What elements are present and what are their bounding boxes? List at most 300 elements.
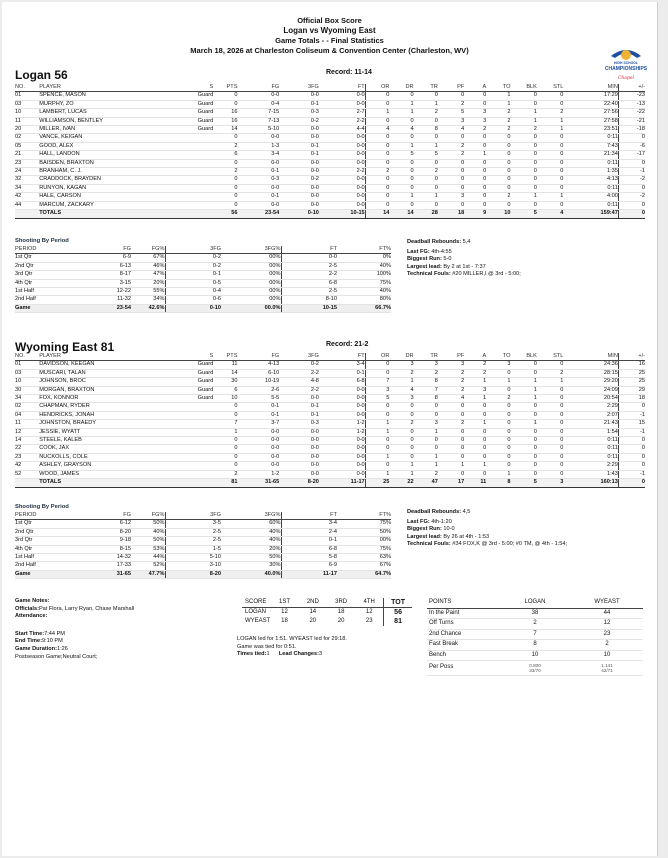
note-value-tech: #20 MILLER,I @ 3rd - 5:00; (452, 271, 521, 278)
player-row (15, 403, 645, 411)
player-row (15, 437, 645, 445)
totals-cell-tr: 28 (414, 210, 438, 218)
sp-cell-ftp: 66.7% (337, 304, 391, 312)
column-header-or: OR (365, 84, 389, 92)
stat-cell-a: 0 (464, 411, 486, 419)
stat-cell-s (169, 428, 213, 436)
column-header-s: S (169, 353, 213, 361)
points-cell (571, 661, 643, 676)
stat-cell-fg3: 0-0 (279, 445, 319, 453)
sp-row (15, 537, 391, 545)
stat-cell-ft: 3-4 (319, 361, 365, 369)
stat-cell-fg3: 0-1 (279, 411, 319, 419)
stat-cell-min: 0:11 (563, 437, 618, 445)
stat-cell-ft: 0-0 (319, 395, 365, 403)
sp-cell-fgp: 44% (131, 554, 165, 562)
stat-cell-dr: 0 (389, 445, 413, 453)
stat-cell-fg3: 0-0 (279, 201, 319, 209)
score-total: 56 (384, 608, 412, 618)
points-label: 2nd Chance (427, 629, 499, 640)
stat-cell-tr: 0 (414, 445, 438, 453)
stat-cell-pf: 0 (438, 92, 464, 100)
stat-cell-tr: 0 (414, 117, 438, 125)
score-cell: 14 (309, 609, 317, 615)
stat-cell-ft: 0-0 (319, 159, 365, 167)
sp-cell-fgp: 50% (131, 537, 165, 545)
stat-cell-fg3: 0-0 (279, 134, 319, 142)
stat-cell-no: 10 (15, 109, 39, 117)
stat-cell-fg: 0-0 (237, 201, 279, 209)
stat-cell-s: Guard (169, 92, 213, 100)
report-subtitle: Game Totals - - Final Statistics (275, 36, 384, 45)
stat-cell-pts: 11 (213, 361, 237, 369)
totals-cell-blk: 5 (510, 479, 536, 487)
sp-cell-ftp: 50% (337, 528, 391, 536)
player-row (15, 168, 645, 176)
player-row (15, 428, 645, 436)
score-cell: WYEAST (245, 618, 271, 624)
stat-cell-pf: 3 (438, 361, 464, 369)
stat-cell-ft: 0-0 (319, 151, 365, 159)
stat-cell-tr: 1 (414, 193, 438, 201)
sp-row (15, 304, 391, 312)
stat-cell-pf: 0 (438, 184, 464, 192)
stat-cell-a: 1 (464, 395, 486, 403)
stat-cell-fg3: 0-2 (279, 176, 319, 184)
team-notes-logan (407, 239, 521, 279)
stat-cell-player: NUCKOLLS, COLE (39, 453, 169, 461)
stat-cell-no: 34 (15, 395, 39, 403)
stat-cell-pf: 0 (438, 159, 464, 167)
sp-row (15, 520, 391, 528)
sp-cell-period: 1st Half (15, 554, 75, 562)
stat-cell-min: 21:43 (563, 420, 618, 428)
stat-cell-a: 0 (464, 184, 486, 192)
stat-cell-to: 2 (486, 395, 510, 403)
stat-cell-min: 1:43 (563, 470, 618, 478)
note-value-deadball: 5,4 (462, 239, 471, 245)
points-cell: 10 (499, 650, 571, 661)
sp-cell-ftp: 64.7% (337, 570, 391, 578)
end-time-value: 9:10 PM (41, 638, 63, 645)
sp-cell-fg: 31-65 (75, 570, 131, 578)
sp-row (15, 262, 391, 270)
stat-cell-s (169, 151, 213, 159)
stat-cell-min: 0:11 (563, 134, 618, 142)
stat-cell-min: 2:29 (563, 403, 618, 411)
stat-cell-no: 30 (15, 386, 39, 394)
totals-cell-s (169, 210, 213, 218)
stat-cell-pts: 30 (213, 378, 237, 386)
stat-cell-s: Guard (169, 100, 213, 108)
stat-cell-to: 0 (486, 462, 510, 470)
stat-cell-fg: 7-15 (237, 109, 279, 117)
column-header-dr: DR (389, 84, 413, 92)
lead-changes-label: Lead Changes: (278, 651, 319, 658)
stat-cell-min: 0:11 (563, 453, 618, 461)
stat-cell-ft: 0-0 (319, 142, 365, 150)
sp-header-fg: FG (75, 246, 131, 254)
stat-cell-dr: 0 (389, 453, 413, 461)
stat-cell-no: 42 (15, 193, 39, 201)
stat-cell-stl: 0 (537, 201, 563, 209)
sp-cell-fgp: 67% (131, 254, 165, 262)
stat-cell-no: 11 (15, 420, 39, 428)
sp-cell-ft: 6-8 (281, 279, 337, 287)
stat-cell-no: 23 (15, 453, 39, 461)
sp-cell-ft: 2-4 (281, 528, 337, 536)
column-header-fg: FG (237, 84, 279, 92)
player-row (15, 92, 645, 100)
note-value-biggest_run: 5-0 (443, 256, 452, 263)
note-label-biggest_run: Biggest Run: (407, 526, 442, 533)
stat-cell-fg: 4-13 (237, 361, 279, 369)
stat-cell-no: 42 (15, 462, 39, 470)
date-venue: March 18, 2026 at Charleston Coliseum & Convention Center (Charleston, WV) (190, 46, 469, 55)
note-value-tech: #34 FOX,K @ 3rd - 5:00; #0 TM, @ 4th - 1:54; (452, 541, 568, 548)
sp-cell-fg3p: 00% (221, 262, 281, 270)
stat-cell-player: ASHLEY, GRAYSON (39, 462, 169, 470)
stat-cell-blk: 0 (510, 92, 536, 100)
player-row (15, 420, 645, 428)
player-row (15, 395, 645, 403)
stat-cell-dr: 1 (389, 193, 413, 201)
totals-cell-min: 159:47 (563, 210, 618, 218)
stat-cell-pf: 4 (438, 395, 464, 403)
column-header-pf: PF (438, 353, 464, 361)
score-header: 4TH (355, 598, 383, 608)
sp-row (15, 288, 391, 296)
stat-cell-blk: 0 (510, 411, 536, 419)
stat-cell-or: 3 (365, 386, 389, 394)
stat-cell-fg: 0-1 (237, 168, 279, 176)
stat-cell-a: 1 (464, 462, 486, 470)
duration-label: Game Duration: (15, 645, 57, 652)
totals-cell-a: 9 (464, 210, 486, 218)
stat-cell-ft: 0-0 (319, 134, 365, 142)
stat-cell-tr: 1 (414, 428, 438, 436)
stat-cell-to: 2 (486, 126, 510, 134)
points-row (427, 650, 643, 661)
points-row-per-poss (427, 661, 643, 676)
sp-cell-fg: 6-12 (75, 520, 131, 528)
stat-cell-fg: 0-0 (237, 428, 279, 436)
stat-cell-fg3: 0-0 (279, 159, 319, 167)
stat-cell-min: 7:43 (563, 142, 618, 150)
stat-cell-ft: 0-0 (319, 437, 365, 445)
stat-cell-player: MURPHY, ZO (39, 100, 169, 108)
sp-header-period: PERIOD (15, 246, 75, 254)
stat-cell-pf: 0 (438, 470, 464, 478)
stat-cell-or: 1 (365, 428, 389, 436)
stat-cell-s: Guard (169, 386, 213, 394)
sp-cell-ft: 10-15 (281, 304, 337, 312)
stat-cell-pts: 0 (213, 176, 237, 184)
stat-cell-ft: 0-1 (319, 369, 365, 377)
stat-cell-dr: 0 (389, 411, 413, 419)
stat-cell-to: 0 (486, 142, 510, 150)
stat-cell-stl: 0 (537, 134, 563, 142)
stat-cell-or: 7 (365, 378, 389, 386)
stat-cell-a: 0 (464, 193, 486, 201)
stat-cell-tr: 0 (414, 92, 438, 100)
stat-cell-stl: 2 (537, 369, 563, 377)
score-cell: 23 (365, 618, 373, 624)
stat-cell-dr: 0 (389, 159, 413, 167)
stat-cell-stl: 0 (537, 437, 563, 445)
totals-row (15, 210, 645, 218)
player-row (15, 142, 645, 150)
sp-cell-fgp: 52% (131, 562, 165, 570)
totals-cell-pm: 0 (618, 479, 645, 487)
score-row-logan (242, 608, 412, 618)
score-cell: 20 (337, 618, 345, 624)
stat-cell-s (169, 142, 213, 150)
stat-cell-no: 14 (15, 437, 39, 445)
stat-cell-a: 1 (464, 151, 486, 159)
sp-cell-fg: 12-22 (75, 288, 131, 296)
sp-header-fg3p: 3FG% (221, 512, 281, 520)
stat-cell-tr: 0 (414, 411, 438, 419)
stat-cell-pm: 0 (618, 453, 645, 461)
stat-cell-tr: 2 (414, 369, 438, 377)
stat-cell-s: Guard (169, 109, 213, 117)
stat-cell-player: FOX, KONNOR (39, 395, 169, 403)
sp-cell-period: 1st Qtr (15, 520, 75, 528)
sp-cell-fg: 6-9 (75, 254, 131, 262)
column-header-pts: PTS (213, 84, 237, 92)
stat-cell-stl: 0 (537, 159, 563, 167)
points-label: Fast Break (427, 640, 499, 651)
points-cell: 10 (571, 650, 643, 661)
stat-cell-no: 52 (15, 470, 39, 478)
stat-cell-a: 0 (464, 168, 486, 176)
stat-cell-pm: 0 (618, 437, 645, 445)
sp-cell-ftp: 63% (337, 554, 391, 562)
officials-value: Pat Flora, Larry Ryan, Chase Marshall (38, 605, 135, 612)
stat-cell-fg: 5-10 (237, 126, 279, 134)
stat-cell-dr: 0 (389, 437, 413, 445)
stat-cell-a: 0 (464, 470, 486, 478)
stat-cell-or: 0 (365, 159, 389, 167)
stat-cell-pf: 0 (438, 437, 464, 445)
stat-cell-pts: 0 (213, 159, 237, 167)
stat-cell-ft: 0-0 (319, 92, 365, 100)
stat-cell-no: 01 (15, 361, 39, 369)
stat-cell-tr: 7 (414, 386, 438, 394)
sp-cell-period: 2nd Qtr (15, 528, 75, 536)
stat-cell-pm: -1 (618, 470, 645, 478)
note-label-deadball: Deadball Rebounds: (407, 509, 462, 515)
totals-spacer (15, 479, 39, 487)
totals-cell-dr: 22 (389, 479, 413, 487)
stat-cell-ft: 6-8 (319, 378, 365, 386)
stat-cell-to: 0 (486, 176, 510, 184)
sp-row (15, 554, 391, 562)
totals-cell-blk: 5 (510, 210, 536, 218)
stat-cell-tr: 3 (414, 361, 438, 369)
stat-cell-player: CRADDOCK, BRAYDEN (39, 176, 169, 184)
stat-cell-player: BAISDEN, BRAXTON (39, 159, 169, 167)
stat-cell-dr: 3 (389, 361, 413, 369)
stat-cell-to: 0 (486, 159, 510, 167)
stat-cell-to: 0 (486, 403, 510, 411)
stat-cell-pf: 0 (438, 201, 464, 209)
sp-cell-ft: 8-10 (281, 296, 337, 304)
sp-cell-period: 4th Qtr (15, 279, 75, 287)
stat-cell-pm: -17 (618, 151, 645, 159)
stat-cell-tr: 2 (414, 109, 438, 117)
stat-cell-s (169, 470, 213, 478)
stat-cell-no: 10 (15, 378, 39, 386)
sp-cell-fg: 6-13 (75, 262, 131, 270)
stat-cell-blk: 0 (510, 453, 536, 461)
stat-cell-fg: 0-0 (237, 159, 279, 167)
column-header-min: MIN (563, 84, 618, 92)
stat-cell-no: 01 (15, 92, 39, 100)
box-table-logan (15, 84, 645, 219)
player-row (15, 134, 645, 142)
stat-cell-or: 1 (365, 109, 389, 117)
player-row (15, 411, 645, 419)
stat-cell-min: 23:51 (563, 126, 618, 134)
stat-cell-dr: 5 (389, 151, 413, 159)
stat-cell-fg: 0-0 (237, 437, 279, 445)
column-header-or: OR (365, 353, 389, 361)
stat-cell-player: MUSCARI, TALAN (39, 369, 169, 377)
stat-cell-fg: 0-0 (237, 92, 279, 100)
player-row (15, 361, 645, 369)
stat-cell-no: 21 (15, 151, 39, 159)
player-row (15, 176, 645, 184)
stat-cell-s: Guard (169, 361, 213, 369)
score-cell: 20 (309, 618, 317, 624)
stat-cell-a: 0 (464, 134, 486, 142)
sp-cell-fg3p: 00.0% (221, 304, 281, 312)
stat-cell-pm: 16 (618, 361, 645, 369)
stat-cell-to: 0 (486, 151, 510, 159)
stat-cell-player: LAMBERT, LUCAS (39, 109, 169, 117)
sp-cell-fg3: 0-6 (165, 296, 221, 304)
stat-cell-min: 24:36 (563, 361, 618, 369)
sp-cell-fg: 8-17 (75, 271, 131, 279)
totals-cell-to: 10 (486, 210, 510, 218)
stat-cell-a: 2 (464, 126, 486, 134)
sp-cell-fg3p: 00% (221, 288, 281, 296)
points-cell: 23 (571, 629, 643, 640)
stat-cell-min: 0:11 (563, 159, 618, 167)
stat-cell-player: STEELE, KALEB (39, 437, 169, 445)
stat-cell-stl: 0 (537, 453, 563, 461)
sp-cell-fg3p: 30% (221, 562, 281, 570)
stat-cell-a: 0 (464, 453, 486, 461)
sp-cell-fgp: 53% (131, 545, 165, 553)
stat-cell-player: MARCUM, ZACKARY (39, 201, 169, 209)
sp-cell-fgp: 47.7% (131, 570, 165, 578)
sp-cell-fg3: 0-5 (165, 279, 221, 287)
stat-cell-player: WOOD, JAMES (39, 470, 169, 478)
stat-cell-dr: 0 (389, 176, 413, 184)
stat-cell-fg3: 0-0 (279, 437, 319, 445)
stat-cell-dr: 0 (389, 92, 413, 100)
stat-cell-pf: 4 (438, 126, 464, 134)
stat-cell-fg: 3-7 (237, 420, 279, 428)
stat-cell-tr: 5 (414, 151, 438, 159)
sp-row (15, 271, 391, 279)
stat-cell-tr: 0 (414, 159, 438, 167)
sp-cell-fg3p: 00% (221, 296, 281, 304)
stat-cell-s (169, 462, 213, 470)
stat-cell-pts: 0 (213, 462, 237, 470)
lead-changes-value: 3 (319, 651, 323, 658)
stat-cell-pts: 2 (213, 470, 237, 478)
stat-cell-fg: 0-1 (237, 411, 279, 419)
stat-cell-or: 0 (365, 100, 389, 108)
stat-cell-stl: 1 (537, 126, 563, 134)
totals-cell-fg3: 8-20 (279, 479, 319, 487)
sp-cell-ftp: 75% (337, 279, 391, 287)
stat-cell-blk: 0 (510, 159, 536, 167)
points-row (427, 629, 643, 640)
stat-cell-fg3: 4-8 (279, 378, 319, 386)
stat-cell-fg3: 0-0 (279, 168, 319, 176)
stat-cell-min: 17:29 (563, 92, 618, 100)
start-time-label: Start Time: (15, 630, 45, 637)
logo-ball (621, 50, 631, 60)
per-poss-value: 1.141 (601, 663, 613, 668)
stat-cell-player: VANCE, KEIGAN (39, 134, 169, 142)
shooting-table-logan (15, 246, 391, 313)
team-record-logan: Record: 11-14 (326, 69, 372, 76)
points-cell: 2 (571, 640, 643, 651)
sp-row (15, 254, 391, 262)
stat-cell-to: 1 (486, 470, 510, 478)
points-table (427, 598, 643, 676)
stat-cell-s (169, 168, 213, 176)
stat-cell-a: 0 (464, 428, 486, 436)
score-total: 81 (384, 617, 412, 626)
stat-cell-a: 0 (464, 176, 486, 184)
stat-cell-pm: -18 (618, 126, 645, 134)
stat-cell-or: 2 (365, 168, 389, 176)
times-tied-label: Times tied: (237, 651, 267, 658)
stat-cell-s (169, 193, 213, 201)
player-row (15, 378, 645, 386)
logo-script: Chapel (617, 76, 635, 81)
stat-cell-pf: 2 (438, 369, 464, 377)
stat-cell-fg3: 0-0 (279, 453, 319, 461)
stat-cell-ft: 0-0 (319, 176, 365, 184)
column-header-ft: FT (319, 353, 365, 361)
sp-cell-period: 2nd Half (15, 296, 75, 304)
stat-cell-player: HALL, LANDON (39, 151, 169, 159)
tied-summary: Game was tied for 0:51. (237, 643, 297, 650)
column-header-tr: TR (414, 353, 438, 361)
sp-cell-fg: 8-20 (75, 528, 131, 536)
stat-cell-min: 21:34 (563, 151, 618, 159)
score-by-period-table (242, 598, 412, 626)
team-name-wyoming-east: Wyoming East 81 (15, 340, 115, 354)
stat-cell-fg: 0-0 (237, 134, 279, 142)
stat-cell-dr: 1 (389, 109, 413, 117)
stat-cell-fg3: 0-0 (279, 184, 319, 192)
totals-row (15, 479, 645, 487)
player-row (15, 184, 645, 192)
stat-cell-no: 44 (15, 201, 39, 209)
stat-cell-fg3: 0-0 (279, 92, 319, 100)
stat-cell-min: 4:13 (563, 176, 618, 184)
stat-cell-min: 1:54 (563, 428, 618, 436)
